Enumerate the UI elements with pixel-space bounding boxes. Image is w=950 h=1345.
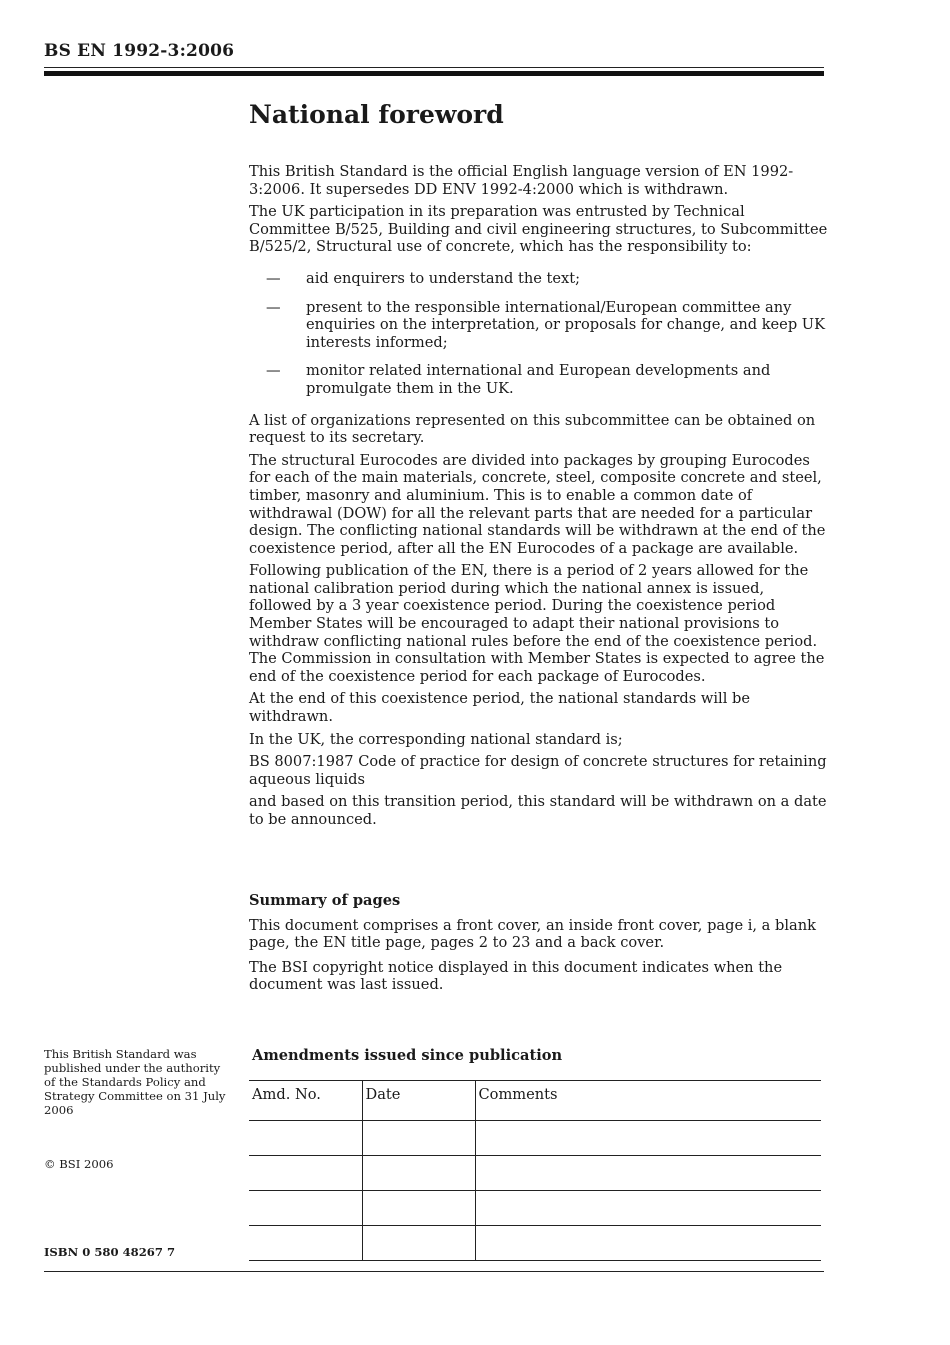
list-item-text: aid enquirers to understand the text; — [306, 269, 581, 287]
table-cell — [362, 1121, 475, 1156]
table-cell — [249, 1226, 362, 1261]
body-paragraph: The structural Eurocodes are divided into packages by grouping Eurocodes for each of the main materials, concrete, steel, composite concrete and steel, timber, masonry and aluminium. This is to enable a common date of withdrawal (DOW) for all the relevant parts that are needed for a particular design. The conflicting national standards will be withdrawn at the end of the coexistence period, after all the EN Eurocodes of a package are available. — [249, 451, 826, 557]
table-row — [249, 1156, 821, 1191]
header-rule-thick — [44, 71, 824, 76]
table-row — [249, 1121, 821, 1156]
body-paragraph: and based on this transition period, this standard will be withdrawn on a date to be announced. — [249, 793, 827, 828]
isbn: ISBN 0 580 48267 7 — [44, 1245, 176, 1259]
dash-bullet: — — [266, 269, 281, 287]
body-paragraph: At the end of this coexistence period, the national standards will be withdrawn. — [249, 690, 751, 726]
column-header-comments: Comments — [475, 1081, 821, 1121]
body-paragraph: BS 8007:1987 Code of practice for design of concrete structures for retaining aqueous liquids — [249, 753, 827, 788]
header-rule-thin — [44, 67, 824, 68]
table-cell — [249, 1156, 362, 1191]
amendments-title: Amendments issued since publication — [252, 1047, 563, 1064]
list-item — [249, 270, 829, 288]
authority-note: This British Standard was published under the authority of the Standards Policy and Strategy Committee on 31 July 2006 — [44, 1047, 226, 1117]
list-item — [249, 299, 829, 352]
table-header-row — [249, 1081, 821, 1121]
list-item — [249, 362, 829, 397]
body-paragraph: A list of organizations represented on this subcommittee can be obtained on request to its secretary. — [249, 411, 816, 447]
page-title: National foreword — [249, 100, 504, 129]
table-cell — [362, 1191, 475, 1226]
footer-rule — [44, 1271, 824, 1272]
table-cell — [475, 1226, 821, 1261]
foreword-body — [249, 163, 829, 834]
table-cell — [475, 1156, 821, 1191]
amendments-table — [249, 1080, 821, 1261]
table-cell — [475, 1121, 821, 1156]
table-cell — [475, 1191, 821, 1226]
table-cell — [362, 1226, 475, 1261]
body-paragraph: In the UK, the corresponding national standard is; — [249, 730, 623, 748]
column-header-date: Date — [362, 1081, 475, 1121]
column-header-amd-no: Amd. No. — [249, 1081, 362, 1121]
dash-bullet: — — [266, 298, 281, 316]
summary-heading: Summary of pages — [249, 892, 401, 909]
body-paragraph: Following publication of the EN, there is a period of 2 years allowed for the national calibration period during which the national annex is issued, followed by a 3 year coexistence period. During the coexistence period Member States will be encouraged to adapt their national provisions to withdraw conflicting national rules before the end of the coexistence period. The Commission in consultation with Member States is expected to agree the end of the coexistence period for each package of Eurocodes. — [249, 562, 825, 685]
table-cell — [249, 1191, 362, 1226]
summary-of-pages — [249, 892, 829, 1001]
document-id: BS EN 1992-3:2006 — [44, 41, 235, 61]
intro-paragraph: This British Standard is the official English language version of EN 1992-3:2006. It supersedes DD ENV 1992-4:2000 which is withdrawn. — [249, 163, 794, 198]
responsibility-list — [249, 270, 829, 398]
table-cell — [249, 1121, 362, 1156]
table-cell — [362, 1156, 475, 1191]
summary-paragraph: This document comprises a front cover, an inside front cover, page i, a blank page, the EN title page, pages 2 to 23 and a back cover. — [249, 916, 816, 952]
table-row — [249, 1226, 821, 1261]
summary-paragraph: The BSI copyright notice displayed in this document indicates when the document was last issued. — [249, 958, 783, 994]
dash-bullet: — — [266, 362, 281, 380]
intro-paragraph: The UK participation in its preparation was entrusted by Technical Committee B/525, Building and civil engineering structures, to Subcommittee B/525/2, Structural use of concrete, which has the responsibility to: — [249, 203, 828, 256]
copyright-notice: © BSI 2006 — [44, 1157, 114, 1171]
table-row — [249, 1191, 821, 1226]
list-item-text: monitor related international and European developments and promulgate them in the UK. — [306, 362, 771, 397]
list-item-text: present to the responsible international/European committee any enquiries on the interpretation, or proposals for change, and keep UK interests informed; — [306, 298, 826, 351]
